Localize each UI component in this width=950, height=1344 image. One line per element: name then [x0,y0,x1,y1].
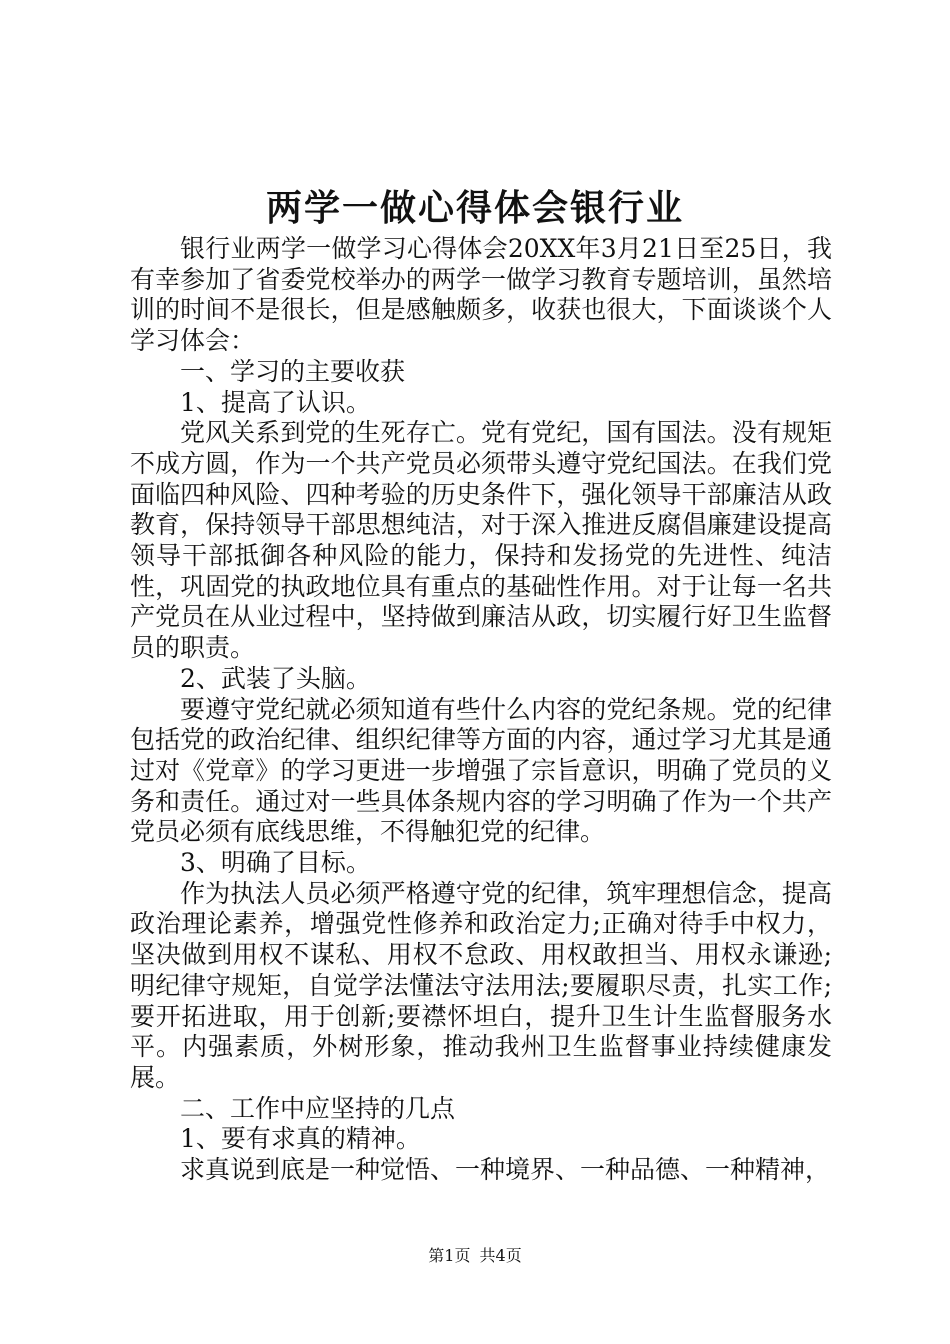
document-body [130,234,832,1186]
page-number: 第1页 [428,1246,471,1265]
page-total: 共4页 [479,1246,522,1265]
paragraph-intro: 银行业两学一做学习心得体会20XX年3月21日至25日，我有幸参加了省委党校举办的两学一做学习教育专题培训，虽然培训的时间不是很长，但是感触颇多，收获也很大，下面谈谈个人学习体会： [130,234,832,356]
subheading-1-2: 2、武装了头脑。 [180,663,371,693]
paragraph-1-3: 作为执法人员必须严格遵守党的纪律，筑牢理想信念，提高政治理论素养，增强党性修养和政治定力;正确对待手中权力，坚决做到用权不谋私、用权不怠政、用权敢担当、用权永谦逊;明纪律守规矩，自觉学法懂法守法用法;要履职尽责，扎实工作;要开拓进取，用于创新;要襟怀坦白，提升卫生计生监督服务水平。内强素质，外树形象，推动我州卫生监督事业持续健康发展。 [130,878,832,1092]
paragraph-1-2: 要遵守党纪就必须知道有些什么内容的党纪条规。党的纪律包括党的政治纪律、组织纪律等方面的内容，通过学习尤其是通过对《党章》的学习更进一步增强了宗旨意识，明确了党员的义务和责任。通过对一些具体条规内容的学习明确了作为一个共产党员必须有底线思维，不得触犯党的纪律。 [130,694,832,847]
subheading-2-1: 1、要有求真的精神。 [180,1124,421,1154]
document-title: 两学一做心得体会银行业 [265,187,684,229]
section-heading-1: 一、学习的主要收获 [180,356,406,386]
subheading-1-3: 3、明确了目标。 [180,848,371,878]
paragraph-1-1: 党风关系到党的生死存亡。党有党纪，国有国法。没有规矩不成方圆，作为一个共产党员必须带头遵守党纪国法。在我们党面临四种风险、四种考验的历史条件下，强化领导干部廉洁从政教育，保持领导干部思想纯洁，对于深入推进反腐倡廉建设提高领导干部抵御各种风险的能力，保持和发扬党的先进性、纯洁性，巩固党的执政地位具有重点的基础性作用。对于让每一名共产党员在从业过程中，坚持做到廉洁从政，切实履行好卫生监督员的职责。 [130,418,832,663]
subheading-1-1: 1、提高了认识。 [180,387,371,417]
section-heading-2: 二、工作中应坚持的几点 [180,1093,456,1123]
paragraph-2-1: 求真说到底是一种觉悟、一种境界、一种品德、一种精神， [180,1155,831,1185]
page-footer [0,1246,950,1266]
